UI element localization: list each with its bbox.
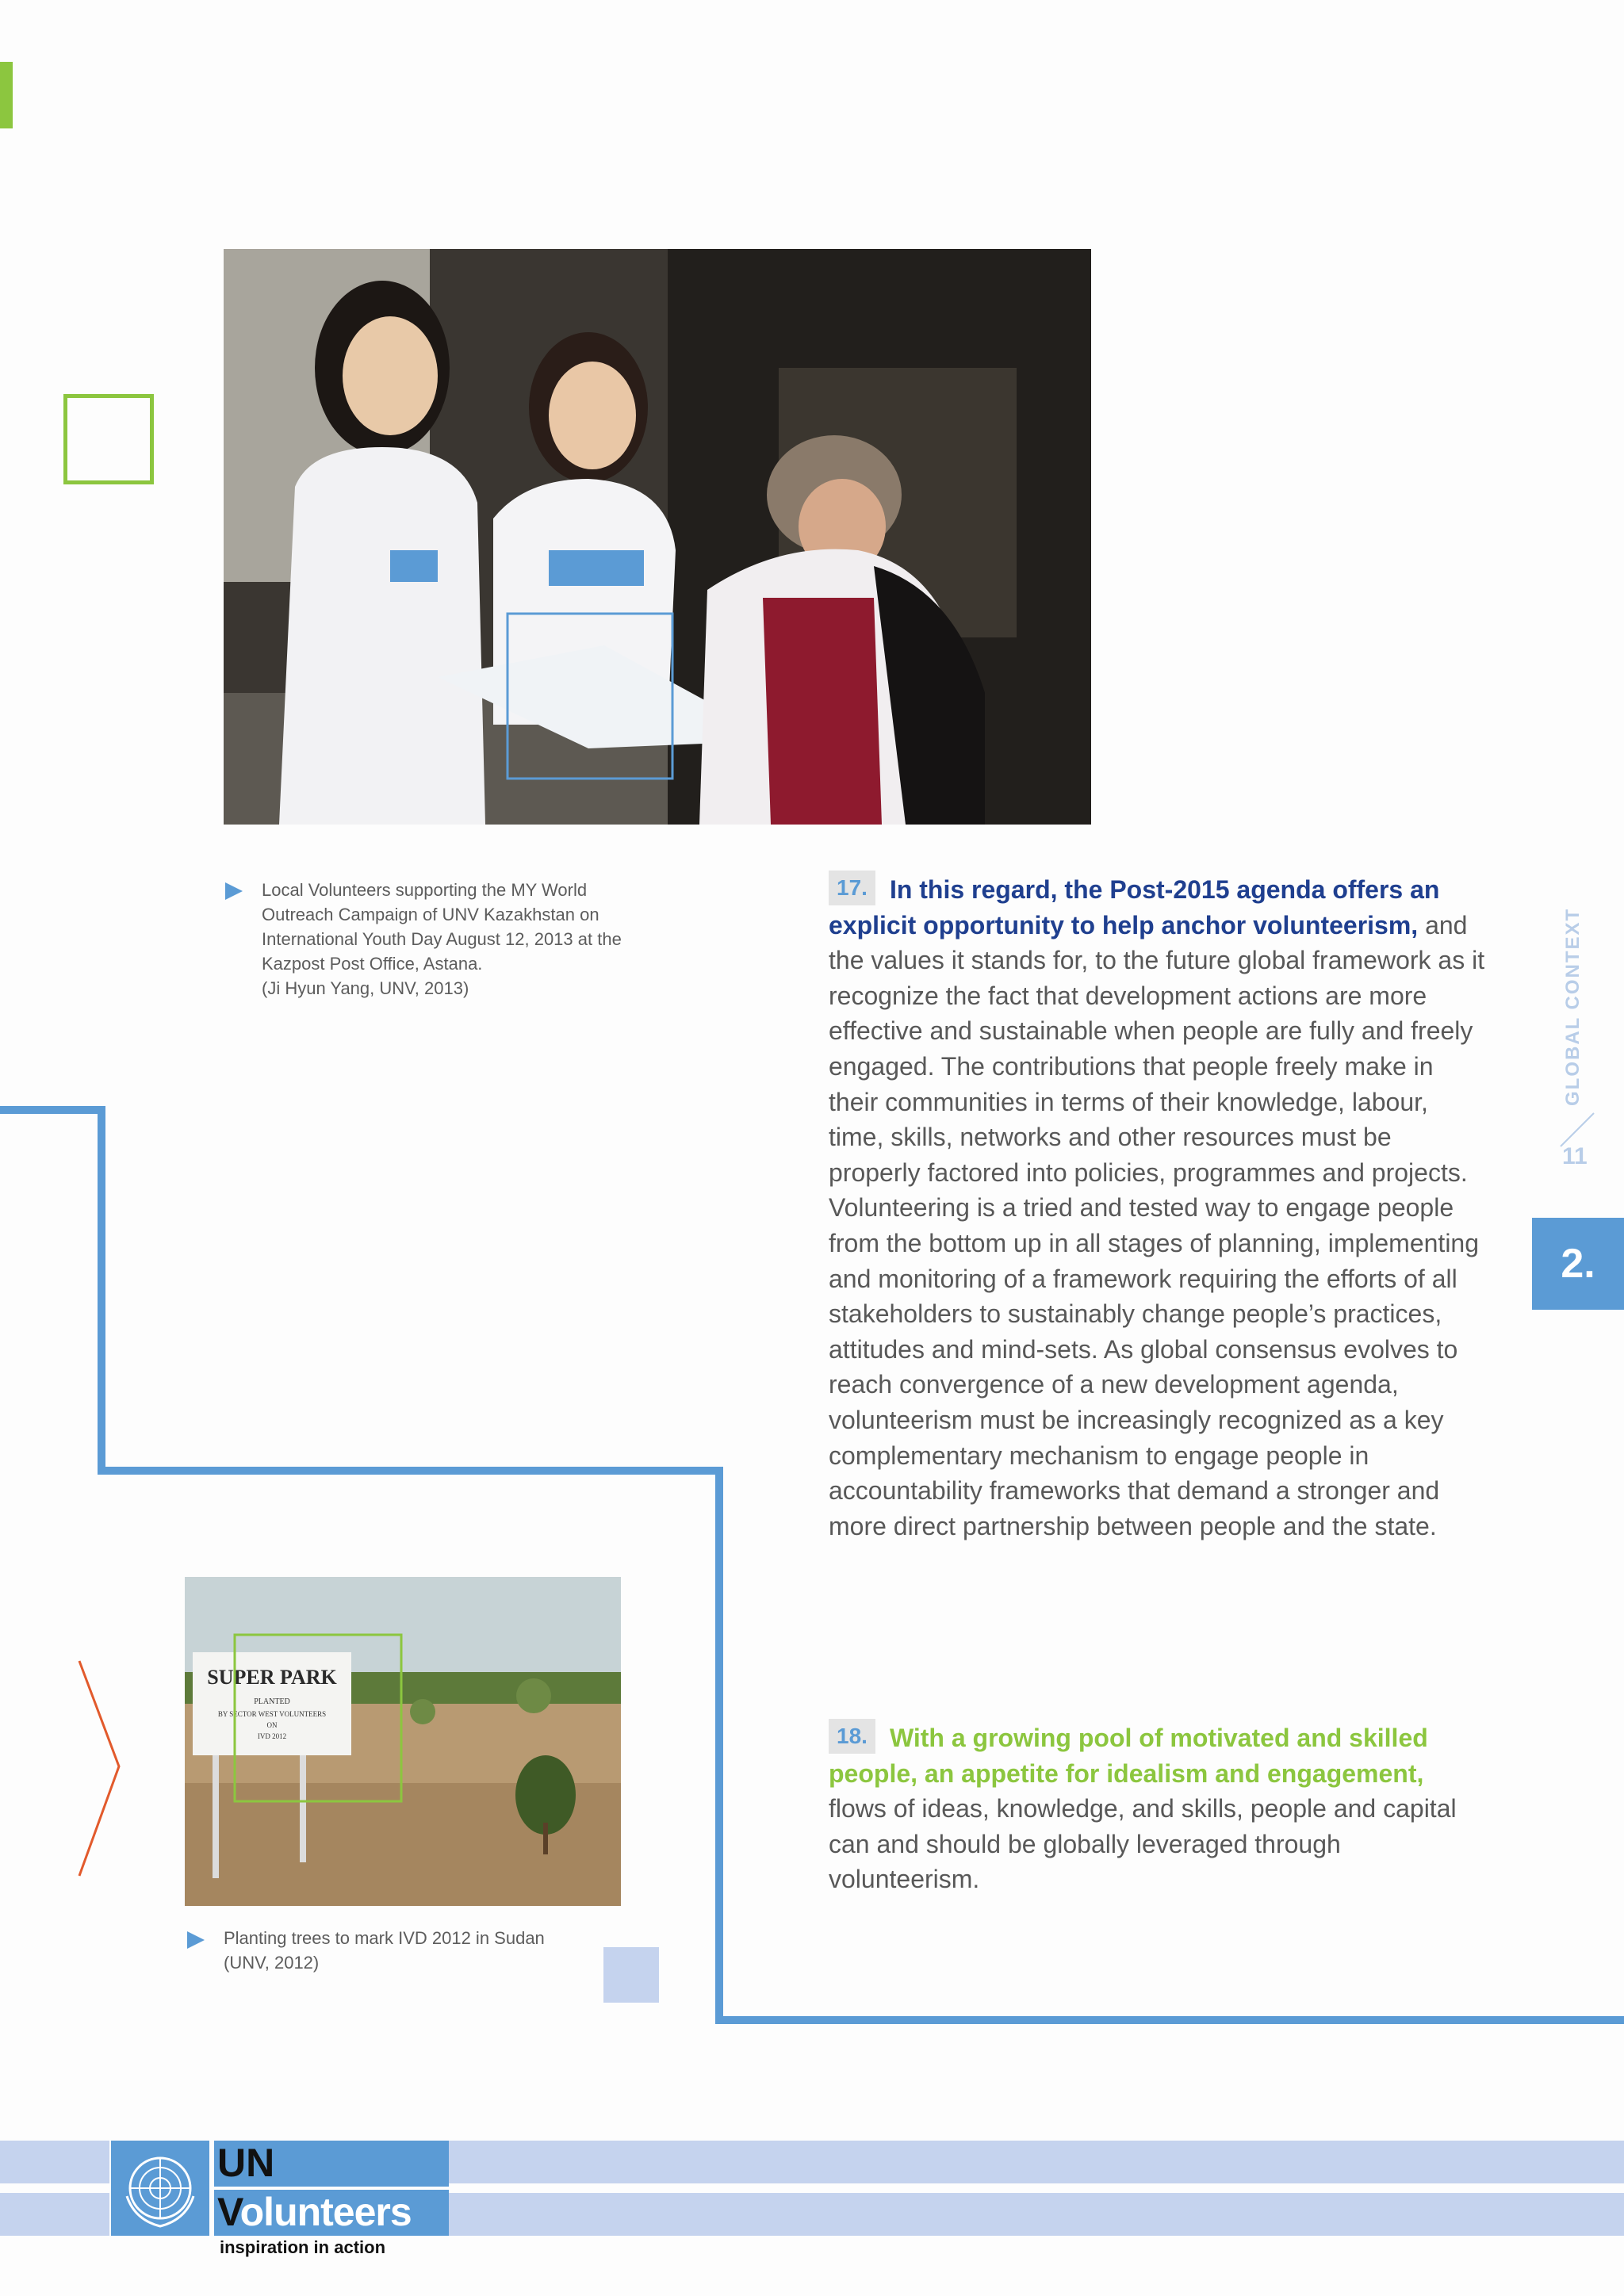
photo2-caption (224, 1926, 596, 1975)
divider-slash (1561, 1113, 1594, 1146)
orange-chevron (79, 1661, 119, 1876)
sign-line-4: IVD 2012 (257, 1732, 287, 1740)
sign-line-3: ON (266, 1721, 278, 1729)
photo2-caption-text: Planting trees to mark IVD 2012 in Sudan (224, 1928, 545, 1948)
sign-line-2: BY SECTOR WEST VOLUNTEERS (217, 1710, 327, 1718)
un-emblem-icon (111, 2141, 209, 2236)
chapter-badge: 2. (1532, 1218, 1624, 1310)
photo-volunteers-kazakhstan (224, 249, 1091, 825)
paragraph-body: and the values it stands for, to the future global framework as it recognize the fact that development actions are more effective and sustainable when people are fully and freely engaged. The contributions that people freely make in their communities in terms of their knowledge, labour, time, skills, networks and other resources must be properly factored into policies, programmes and projects. Volunteering is a tried and tested way to engage people from the bottom up in all stages of planning, implementing and monitoring of a framework requiring the efforts of all stakeholders to sustainably change people’s practices, attitudes and mind-sets. As global consensus evolves to reach convergence of a new development agenda, volunteerism must be increasingly recognized as a key complementary mechanism to engage people in accountability frameworks that demand a stronger and more direct partnership between people and the state. (829, 910, 1485, 1540)
paragraph-17 (829, 871, 1487, 1544)
logo-un-text: UN (217, 2141, 275, 2185)
logo-tagline: inspiration in action (220, 2237, 386, 2257)
paragraph-number: 17. (829, 871, 875, 905)
caption-arrow-icon (225, 882, 243, 900)
caption-arrow-icon (187, 1931, 205, 1949)
paragraph-lead: In this regard, the Post-2015 agenda offers an explicit opportunity to help anchor volunteerism, (829, 875, 1440, 939)
decorative-square (603, 1947, 659, 2003)
paragraph-number: 18. (829, 1719, 875, 1754)
photo1-caption-credit: (Ji Hyun Yang, UNV, 2013) (262, 978, 469, 998)
paragraph-lead: With a growing pool of motivated and skilled people, an appetite for idealism and engagement, (829, 1724, 1428, 1788)
photo1-caption-text: Local Volunteers supporting the MY World Outreach Campaign of UNV Kazakhstan on International Youth Day August 12, 2013 at the Kazpost Post Office, Astana. (262, 880, 622, 974)
photo2-caption-credit: (UNV, 2012) (224, 1953, 320, 1973)
paragraph-body: flows of ideas, knowledge, and skills, people and capital can and should be globally leveraged through volunteerism. (829, 1794, 1457, 1894)
sign-title: SUPER PARK (207, 1666, 337, 1689)
logo-volunteers-first: V (217, 2190, 240, 2234)
logo-volunteers-text (217, 2188, 412, 2236)
photo-tree-planting-sudan (185, 1577, 621, 1906)
logo-volunteers-rest: olunteers (239, 2190, 412, 2234)
page-number: 11 (1562, 1143, 1588, 1169)
paragraph-18 (829, 1719, 1487, 1897)
section-label: GLOBAL CONTEXT (1562, 907, 1584, 1106)
photo1-caption (262, 878, 634, 1001)
sign-line-1: PLANTED (254, 1697, 290, 1706)
